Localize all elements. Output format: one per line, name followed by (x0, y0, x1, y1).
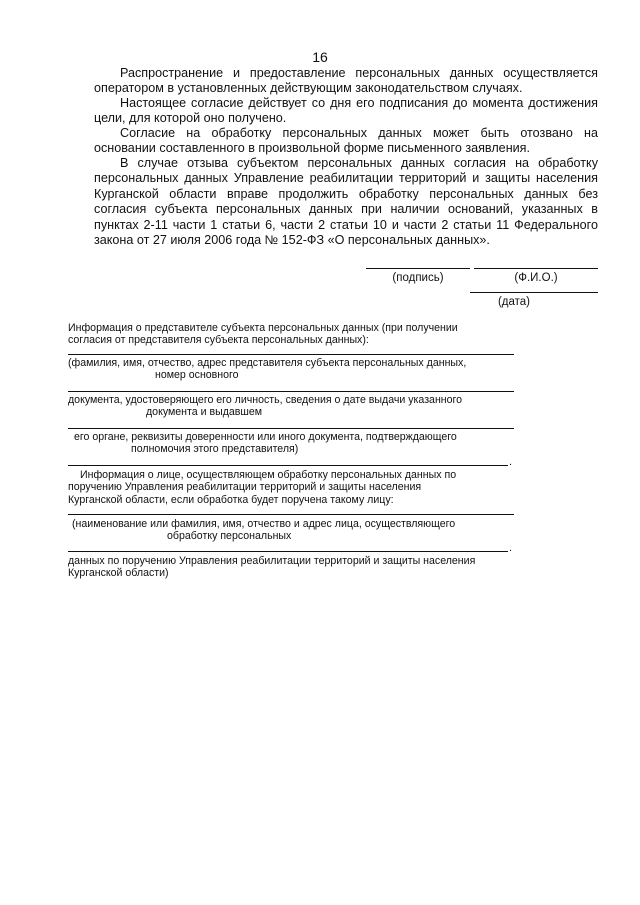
processor-end-period: . (509, 542, 513, 554)
representative-caption-1a: (фамилия, имя, отчество, адрес представителя субъекта персональных данных, (68, 357, 467, 369)
processor-line-2 (68, 551, 508, 552)
representative-caption-2a: документа, удостоверяющего его личность, сведения о дате выдачи указанного (68, 394, 463, 406)
processor-intro: Информация о лице, осуществляющем обработку персональных данных по поручению Управления реабилитации территорий и защиты населения Курганской области, если обработка будет поручена такому лицу: (68, 469, 457, 506)
paragraph-distribution: Распространение и предоставление персональных данных осуществляется оператором в установленных действующим законодательством случаях. (94, 66, 598, 96)
representative-intro: Информация о представителе субъекта персональных данных (при получении согласия от представителя субъекта персональных данных): (68, 322, 458, 347)
representative-end-period: . (509, 456, 513, 468)
processor-caption-1a: (наименование или фамилия, имя, отчество и адрес лица, осуществляющего (72, 518, 456, 530)
representative-caption-3b: полномочия этого представителя) (131, 443, 299, 455)
signature-line (366, 268, 470, 269)
date-label: (дата) (497, 296, 531, 308)
paragraph-withdrawal: В случае отзыва субъектом персональных данных согласия на обработку персональных данных Управление реабилитации территорий и защиты населения Курганской области вправе продолжить обработку персональных данных без согласия субъекта персональных данных при наличии оснований, указанных в пунктах 2-11 части 1 статьи 6, части 2 статьи 10 и части 2 статьи 11 Федерального закона от 27 июля 2006 года № 152-ФЗ «О персональных данных». (94, 156, 598, 248)
representative-line-1 (68, 354, 514, 355)
representative-line-4 (68, 465, 508, 466)
signature-label: (подпись) (392, 272, 444, 284)
fio-label: (Ф.И.О.) (514, 272, 558, 284)
representative-caption-2b: документа и выдавшем (146, 406, 263, 418)
processor-line-1 (68, 514, 514, 515)
processor-caption-2: данных по поручению Управления реабилитации территорий и защиты населения Курганской области) (68, 555, 476, 580)
page-number: 16 (312, 49, 328, 65)
paragraph-validity: Настоящее согласие действует со дня его подписания до момента достижения цели, для которой оно получено. (94, 96, 598, 126)
representative-caption-3a: его органе, реквизиты доверенности или иного документа, подтверждающего (74, 431, 457, 443)
date-line (470, 292, 598, 293)
representative-line-3 (68, 428, 514, 429)
processor-caption-1b: обработку персональных (167, 530, 292, 542)
representative-caption-1b: номер основного (155, 369, 239, 381)
paragraph-revocation: Согласие на обработку персональных данных может быть отозвано на основании составленного в произвольной форме письменного заявления. (94, 126, 598, 156)
fio-line (474, 268, 598, 269)
representative-line-2 (68, 391, 514, 392)
